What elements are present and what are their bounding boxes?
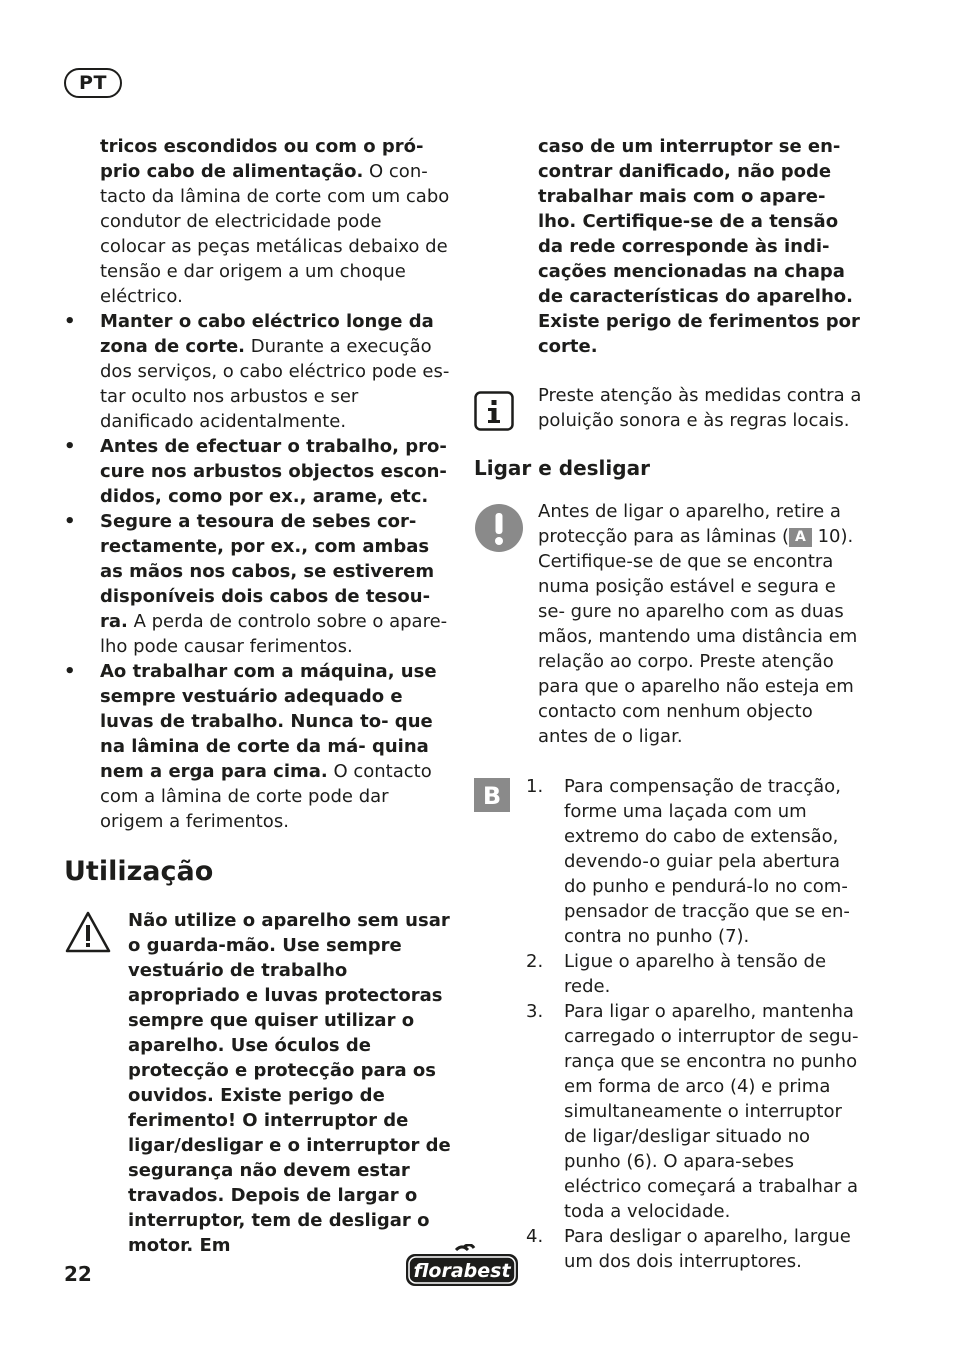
bullet: • <box>64 436 76 457</box>
step-number: 2. <box>526 951 544 972</box>
exclamation-circle-icon <box>474 503 524 560</box>
warning-triangle-icon <box>64 910 112 961</box>
step-number: 4. <box>526 1226 544 1247</box>
step-number: 1. <box>526 776 544 797</box>
step-text: Para desligar o aparelho, largue um dos dois interruptores. <box>564 1226 851 1272</box>
figure-ref-b <box>474 778 510 819</box>
list-item <box>474 949 864 999</box>
bullet-bold: Manter o cabo eléctrico longe da zona de corte. <box>100 311 434 357</box>
step-text: Para compensação de tracção, forme uma laçada com um extremo do cabo de extensão, devendo-o guiar pela abertura do punho e pendurá-lo no com- pensador de tracção que se en- contra no punho (7). <box>564 776 850 947</box>
list-item <box>64 509 452 659</box>
right-column <box>474 134 864 1274</box>
bullet-bold: Segure a tesoura de sebes cor- rectamente, por ex., com ambas as mãos nos cabos, se estiverem disponíveis dois cabos de tesou- ra. <box>100 511 435 632</box>
bullet-bold: Ao trabalhar com a máquina, use sempre vestuário adequado e luvas de trabalho. Nunca to- que na lâmina de corte da má- quina nem a erga para cima. <box>100 661 437 782</box>
notice-text-part2: 10). Certifique-se de que se encontra numa posição estável e segura e se- gure no aparelho com as duas mãos, mantendo uma distância em relação ao corpo. Preste atenção para que o aparelho não esteja em contacto com nenhum objecto antes de o ligar. <box>538 526 858 747</box>
section-title-utilizacao: Utilização <box>64 856 214 887</box>
list-item <box>64 659 452 834</box>
info-block <box>474 383 864 433</box>
left-column <box>64 134 452 1258</box>
brand-logo <box>404 1244 520 1292</box>
list-item <box>474 1224 864 1274</box>
list-item <box>64 309 452 434</box>
bullet-text: O contacto com a lâmina de corte pode dar origem a ferimentos. <box>100 761 432 832</box>
bullet-bold: Antes de efectuar o trabalho, pro- cure nos arbustos objectos escon- didos, como por ex., arame, etc. <box>100 436 447 507</box>
step-number: 3. <box>526 1001 544 1022</box>
info-icon <box>474 391 514 438</box>
list-item <box>474 774 864 949</box>
notice-text-part1: Antes de ligar o aparelho, retire a protecção para as lâminas ( <box>538 501 841 547</box>
notice-block <box>474 499 864 749</box>
warning-text: Não utilize o aparelho sem usar o guarda-mão. Use sempre vestuário de trabalho apropriado e luvas protectoras sempre que quiser utilizar o aparelho. Use óculos de protecção e protecção para os ouvidos. Existe perigo de ferimento! O interruptor de ligar/desligar e o interruptor de segurança não devem estar travados. Depois de largar o interruptor, tem de desligar o motor. Em <box>128 910 451 1256</box>
warning-block <box>64 908 452 1258</box>
figure-ref-b-label: B <box>482 782 502 810</box>
page-number: 22 <box>64 1262 92 1286</box>
step-text: Para ligar o aparelho, mantenha carregado o interruptor de segu- rança que se encontra no punho em forma de arco (4) e prima simultaneamente o interruptor de ligar/desligar situado no punho (6). O apara-sebes eléctrico começará a trabalhar a toda a velocidade. <box>564 1001 859 1222</box>
intro-text: O con- tacto da lâmina de corte com um cabo condutor de electricidade pode colocar as peças metálicas debaixo de tensão e dar origem a um choque eléctrico. <box>100 161 450 307</box>
continued-warning <box>474 134 864 359</box>
intro-bold: tricos escondidos ou com o pró- prio cabo de alimentação. <box>100 136 424 182</box>
info-text: Preste atenção às medidas contra a poluição sonora e às regras locais. <box>538 385 862 431</box>
bullet-text: Durante a execução dos serviços, o cabo eléctrico pode es- tar oculto nos arbustos e ser danificado acidentalmente. <box>100 336 450 432</box>
step-text: Ligue o aparelho à tensão de rede. <box>564 951 827 997</box>
bullet: • <box>64 311 76 332</box>
section-title-ligar-desligar: Ligar e desligar <box>474 456 650 480</box>
language-badge: PT <box>64 68 122 98</box>
bullet: • <box>64 511 76 532</box>
brand-logo-text: florabest <box>413 1260 511 1282</box>
continued-warning-text: caso de um interruptor se en- contrar danificado, não pode trabalhar mais com o apare- lho. Certifique-se de a tensão da rede corresponde às indi- cações mencionadas na chapa de características do aparelho. Existe perigo de ferimentos por corte. <box>538 136 860 357</box>
intro-paragraph <box>64 134 452 309</box>
figure-ref-a: A <box>789 528 812 547</box>
list-item <box>64 434 452 509</box>
bullet: • <box>64 661 76 682</box>
bullet-text: A perda de controlo sobre o apare- lho pode causar ferimentos. <box>100 611 448 657</box>
list-item <box>474 999 864 1224</box>
